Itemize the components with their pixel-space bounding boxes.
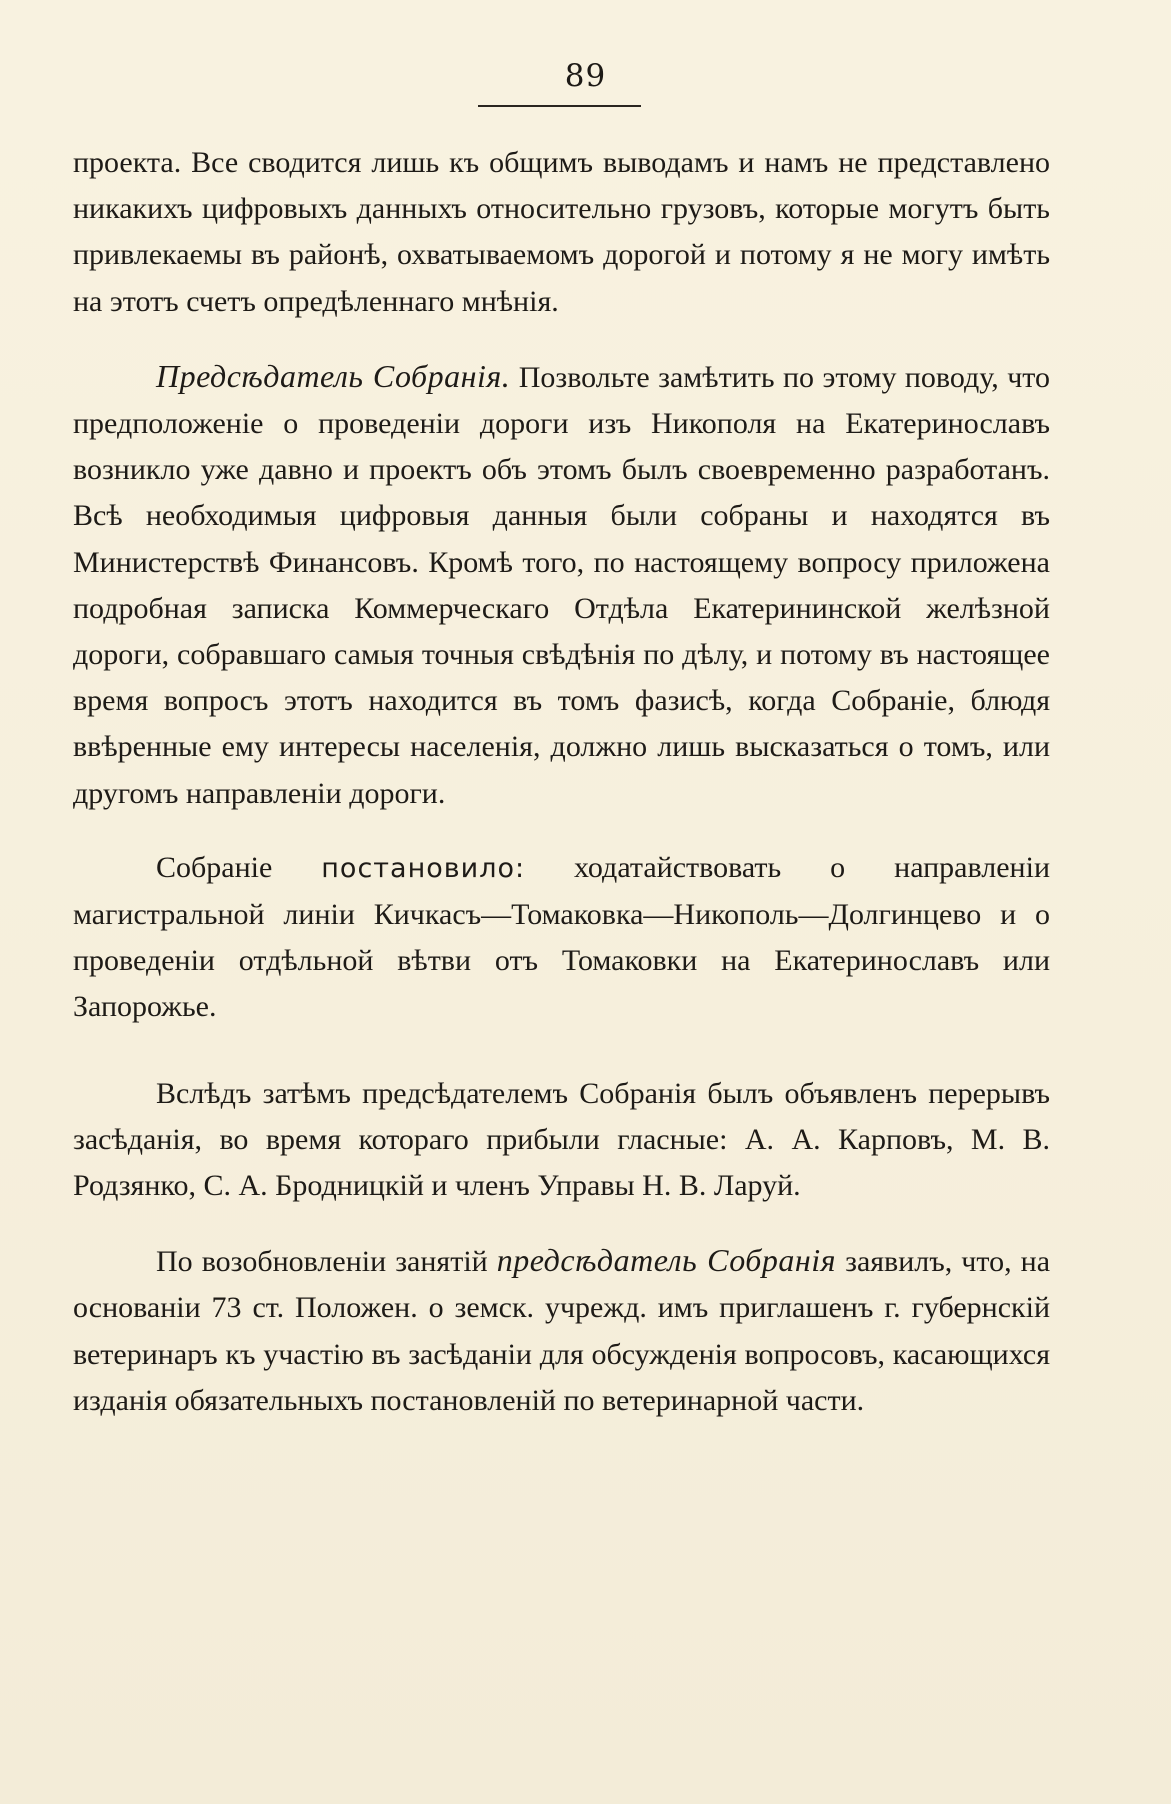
paragraph-4-text: Вслѣдъ затѣмъ предсѣдателемъ Собранія былъ объявленъ перерывъ засѣданія, во время котораго прибыли гласные: А. А. Карповъ, М. В. Родзянко, С. А. Бродницкій и членъ Управы Н. В. Ларуй. xyxy=(73,1076,1050,1203)
resolution-label: постановило: xyxy=(321,852,526,884)
page-number: 89 xyxy=(564,58,607,94)
paragraph-1 xyxy=(73,140,1050,325)
speaker-label: Предсѣдатель Собранія. xyxy=(156,357,511,394)
paragraph-3-text: ходатайствовать о направленіи магистральной линіи Кичкасъ—Томаковка—Никополь—Долгинцево и о проведеніи отдѣльной вѣтви отъ Томаковки на Екатеринославъ или Запорожье. xyxy=(73,850,1050,1024)
paragraph-2-text: Позвольте замѣтить по этому поводу, что предположеніе о проведеніи дороги изъ Никополя на Екатеринославъ возникло уже давно и проектъ объ этомъ былъ своевременно разработанъ. Всѣ необходимыя цифровыя данныя были собраны и находятся въ Министерствѣ Финансовъ. Кромѣ того, по настоящему вопросу приложена подробная записка Коммерческаго Отдѣла Екатерининской желѣзной дороги, собравшаго самыя точныя свѣдѣнія по дѣлу, и потому въ настоящее время вопросъ этотъ находится въ томъ фазисѣ, когда Собраніе, блюдя ввѣренные ему интересы населенія, должно лишь высказаться о томъ, или другомъ направленіи дороги. xyxy=(73,360,1051,810)
paragraph-4 xyxy=(73,1071,1050,1210)
paragraph-5-lead: По возобновленіи занятій xyxy=(156,1245,497,1279)
paragraph-3 xyxy=(73,845,1050,1031)
paragraph-2 xyxy=(73,353,1050,817)
header-rule xyxy=(478,105,641,107)
paragraph-3-lead: Собраніе xyxy=(156,850,322,884)
paragraph-5 xyxy=(73,1237,1050,1424)
paragraph-1-text: проекта. Все сводится лишь къ общимъ выводамъ и намъ не представлено никакихъ цифровыхъ данныхъ относительно грузовъ, которые могутъ быть привлекаемы въ районѣ, охватываемомъ дорогой и потому я не могу имѣть на этотъ счетъ опредѣленнаго мнѣнія. xyxy=(73,146,1050,318)
speaker-label-2: предсѣдатель Собранія xyxy=(496,1242,837,1279)
paragraph-5-text: заявилъ, что, на основаніи 73 ст. Положен. о земск. учрежд. имъ приглашенъ г. губернскій ветеринаръ къ участію въ засѣданіи для обсужденія вопросовъ, касающихся изданія обязательныхъ постановленій по ветеринарной части. xyxy=(73,1245,1051,1417)
text-column xyxy=(73,140,1050,1424)
